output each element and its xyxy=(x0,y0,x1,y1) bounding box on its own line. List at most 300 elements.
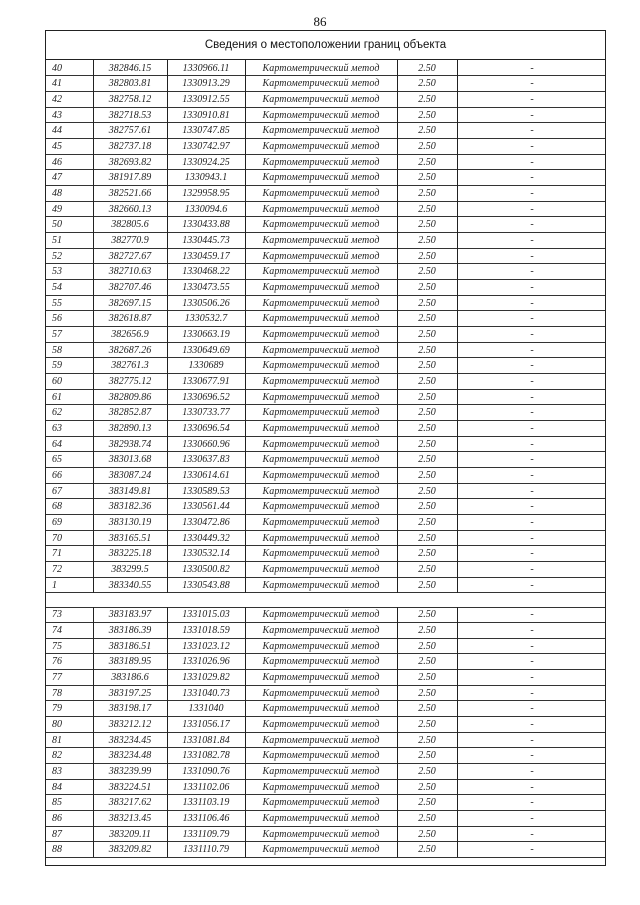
error-cell: 2.50 xyxy=(418,703,436,715)
description-cell: - xyxy=(530,266,534,278)
table-row xyxy=(46,685,605,701)
description-cell: - xyxy=(530,375,534,387)
column-line xyxy=(397,607,398,858)
point-number: 1 xyxy=(52,579,57,591)
method-cell: Картометрический метод xyxy=(262,501,380,513)
table-row xyxy=(46,716,605,732)
table-row xyxy=(46,779,605,795)
table-row xyxy=(46,389,605,405)
coord-x: 382890.13 xyxy=(108,422,152,434)
method-cell: Картометрический метод xyxy=(262,454,380,466)
method-cell: Картометрический метод xyxy=(262,609,380,621)
error-cell: 2.50 xyxy=(418,765,436,777)
coord-x: 382803.81 xyxy=(108,78,152,90)
point-number: 73 xyxy=(52,609,62,621)
coord-x: 383213.45 xyxy=(108,812,152,824)
table-row xyxy=(46,483,605,499)
coord-x: 382737.18 xyxy=(108,140,152,152)
description-cell: - xyxy=(530,797,534,809)
coord-y: 1330589.53 xyxy=(182,485,230,497)
point-number: 88 xyxy=(52,844,62,856)
point-number: 77 xyxy=(52,671,62,683)
coord-y: 1330742.97 xyxy=(182,140,230,152)
method-cell: Картометрический метод xyxy=(262,579,380,591)
point-number: 66 xyxy=(52,469,62,481)
coord-y: 1330445.73 xyxy=(182,234,230,246)
coord-x: 381917.89 xyxy=(108,172,152,184)
coord-x: 382809.86 xyxy=(108,391,152,403)
table-row xyxy=(46,467,605,483)
method-cell: Картометрический метод xyxy=(262,640,380,652)
error-cell: 2.50 xyxy=(418,172,436,184)
coord-y: 1330500.82 xyxy=(182,563,230,575)
point-number: 86 xyxy=(52,812,62,824)
error-cell: 2.50 xyxy=(418,501,436,513)
error-cell: 2.50 xyxy=(418,422,436,434)
description-cell: - xyxy=(530,656,534,668)
description-cell: - xyxy=(530,640,534,652)
error-cell: 2.50 xyxy=(418,234,436,246)
description-cell: - xyxy=(530,687,534,699)
point-number: 57 xyxy=(52,328,62,340)
coord-x: 383340.55 xyxy=(108,579,152,591)
coord-x: 382758.12 xyxy=(108,93,152,105)
coord-y: 1330696.54 xyxy=(182,422,230,434)
description-cell: - xyxy=(530,532,534,544)
table-row xyxy=(46,248,605,264)
point-number: 85 xyxy=(52,797,62,809)
table-row xyxy=(46,577,605,593)
coord-x: 383186.6 xyxy=(111,671,149,683)
error-cell: 2.50 xyxy=(418,93,436,105)
error-cell: 2.50 xyxy=(418,844,436,856)
coord-y: 1331026.96 xyxy=(182,656,230,668)
method-cell: Картометрический метод xyxy=(262,624,380,636)
table-row xyxy=(46,217,605,233)
method-cell: Картометрический метод xyxy=(262,765,380,777)
method-cell: Картометрический метод xyxy=(262,797,380,809)
point-number: 54 xyxy=(52,281,62,293)
error-cell: 2.50 xyxy=(418,250,436,262)
row-line xyxy=(46,857,605,858)
page-number: 86 xyxy=(313,14,327,29)
description-cell: - xyxy=(530,219,534,231)
coord-x: 383183.97 xyxy=(108,609,152,621)
coord-y: 1331102.06 xyxy=(182,781,230,793)
method-cell: Картометрический метод xyxy=(262,703,380,715)
table-title: Сведения о местоположении границ объекта xyxy=(46,31,605,60)
coord-y: 1330459.17 xyxy=(182,250,230,262)
description-cell: - xyxy=(530,828,534,840)
description-cell: - xyxy=(530,501,534,513)
method-cell: Картометрический метод xyxy=(262,313,380,325)
description-cell: - xyxy=(530,454,534,466)
method-cell: Картометрический метод xyxy=(262,687,380,699)
error-cell: 2.50 xyxy=(418,407,436,419)
description-cell: - xyxy=(530,438,534,450)
coord-x: 383189.95 xyxy=(108,656,152,668)
point-number: 68 xyxy=(52,501,62,513)
description-cell: - xyxy=(530,781,534,793)
coord-x: 382727.67 xyxy=(108,250,152,262)
coord-y: 1330663.19 xyxy=(182,328,230,340)
error-cell: 2.50 xyxy=(418,485,436,497)
error-cell: 2.50 xyxy=(418,609,436,621)
coord-x: 383209.82 xyxy=(108,844,152,856)
coord-x: 382618.87 xyxy=(108,313,152,325)
table-row xyxy=(46,669,605,685)
error-cell: 2.50 xyxy=(418,516,436,528)
column-line xyxy=(457,607,458,858)
column-line xyxy=(245,607,246,858)
coord-y: 1331056.17 xyxy=(182,718,230,730)
method-cell: Картометрический метод xyxy=(262,548,380,560)
point-number: 78 xyxy=(52,687,62,699)
error-cell: 2.50 xyxy=(418,62,436,74)
coord-x: 383209.11 xyxy=(109,828,151,840)
coord-x: 382693.82 xyxy=(108,156,152,168)
table-row xyxy=(46,358,605,374)
error-cell: 2.50 xyxy=(418,297,436,309)
table-row xyxy=(46,546,605,562)
coord-y: 1330532.7 xyxy=(184,313,228,325)
point-number: 55 xyxy=(52,297,62,309)
description-cell: - xyxy=(530,156,534,168)
coord-x: 383186.39 xyxy=(108,624,152,636)
coord-x: 382710.63 xyxy=(108,266,152,278)
coord-x: 383212.12 xyxy=(108,718,152,730)
error-cell: 2.50 xyxy=(418,718,436,730)
point-number: 62 xyxy=(52,407,62,419)
method-cell: Картометрический метод xyxy=(262,297,380,309)
method-cell: Картометрический метод xyxy=(262,750,380,762)
coord-y: 1330696.52 xyxy=(182,391,230,403)
table-row xyxy=(46,654,605,670)
coord-x: 382656.9 xyxy=(111,328,149,340)
method-cell: Картометрический метод xyxy=(262,234,380,246)
point-number: 52 xyxy=(52,250,62,262)
table-row xyxy=(46,795,605,811)
table-row xyxy=(46,264,605,280)
method-cell: Картометрический метод xyxy=(262,187,380,199)
table-row xyxy=(46,405,605,421)
error-cell: 2.50 xyxy=(418,579,436,591)
coord-y: 1330506.26 xyxy=(182,297,230,309)
error-cell: 2.50 xyxy=(418,281,436,293)
point-number: 59 xyxy=(52,360,62,372)
method-cell: Картометрический метод xyxy=(262,250,380,262)
coord-x: 383087.24 xyxy=(108,469,152,481)
coord-y: 1330561.44 xyxy=(182,501,230,513)
description-cell: - xyxy=(530,328,534,340)
point-number: 63 xyxy=(52,422,62,434)
column-line xyxy=(245,60,246,593)
coord-x: 382521.66 xyxy=(108,187,152,199)
point-number: 74 xyxy=(52,624,62,636)
coord-y: 1331040 xyxy=(188,703,224,715)
coord-y: 1330733.77 xyxy=(182,407,230,419)
description-cell: - xyxy=(530,62,534,74)
coord-x: 383225.18 xyxy=(108,548,152,560)
description-cell: - xyxy=(530,187,534,199)
coord-y: 1331018.59 xyxy=(182,624,230,636)
coord-y: 1330689 xyxy=(188,360,224,372)
coord-x: 383186.51 xyxy=(108,640,152,652)
description-cell: - xyxy=(530,765,534,777)
coord-y: 1331029.82 xyxy=(182,671,230,683)
table-row xyxy=(46,732,605,748)
coord-y: 1330966.11 xyxy=(182,62,230,74)
coord-x: 382660.13 xyxy=(108,203,152,215)
table-row xyxy=(46,607,605,623)
column-line xyxy=(93,607,94,858)
error-cell: 2.50 xyxy=(418,360,436,372)
coord-y: 1330468.22 xyxy=(182,266,230,278)
error-cell: 2.50 xyxy=(418,156,436,168)
point-number: 42 xyxy=(52,93,62,105)
point-number: 49 xyxy=(52,203,62,215)
point-number: 64 xyxy=(52,438,62,450)
table-row xyxy=(46,138,605,154)
coord-x: 383239.99 xyxy=(108,765,152,777)
table-row xyxy=(46,154,605,170)
coord-y: 1330910.81 xyxy=(182,109,230,121)
row-line xyxy=(46,592,605,593)
error-cell: 2.50 xyxy=(418,656,436,668)
point-number: 65 xyxy=(52,454,62,466)
coord-y: 1331015.03 xyxy=(182,609,230,621)
coord-y: 1330913.29 xyxy=(182,78,230,90)
coord-y: 1331109.79 xyxy=(182,828,230,840)
coord-x: 383130.19 xyxy=(108,516,152,528)
table-row xyxy=(46,638,605,654)
method-cell: Картометрический метод xyxy=(262,469,380,481)
point-number: 87 xyxy=(52,828,62,840)
point-number: 51 xyxy=(52,234,62,246)
coord-y: 1330614.61 xyxy=(182,469,230,481)
point-number: 70 xyxy=(52,532,62,544)
coord-y: 1330924.25 xyxy=(182,156,230,168)
error-cell: 2.50 xyxy=(418,266,436,278)
coord-y: 1330677.91 xyxy=(182,375,230,387)
error-cell: 2.50 xyxy=(418,313,436,325)
point-number: 41 xyxy=(52,78,62,90)
method-cell: Картометрический метод xyxy=(262,328,380,340)
method-cell: Картометрический метод xyxy=(262,407,380,419)
method-cell: Картометрический метод xyxy=(262,516,380,528)
table-row xyxy=(46,763,605,779)
description-cell: - xyxy=(530,125,534,137)
coord-y: 1330637.83 xyxy=(182,454,230,466)
description-cell: - xyxy=(530,140,534,152)
point-number: 60 xyxy=(52,375,62,387)
coord-y: 1330649.69 xyxy=(182,344,230,356)
description-cell: - xyxy=(530,844,534,856)
point-number: 53 xyxy=(52,266,62,278)
method-cell: Картометрический метод xyxy=(262,360,380,372)
table-row xyxy=(46,826,605,842)
description-cell: - xyxy=(530,671,534,683)
coord-x: 383198.17 xyxy=(108,703,152,715)
description-cell: - xyxy=(530,703,534,715)
description-cell: - xyxy=(530,109,534,121)
coord-y: 1330747.85 xyxy=(182,125,230,137)
error-cell: 2.50 xyxy=(418,828,436,840)
coord-y: 1330912.55 xyxy=(182,93,230,105)
error-cell: 2.50 xyxy=(418,671,436,683)
description-cell: - xyxy=(530,234,534,246)
error-cell: 2.50 xyxy=(418,469,436,481)
table-row xyxy=(46,342,605,358)
column-line xyxy=(457,60,458,593)
method-cell: Картометрический метод xyxy=(262,844,380,856)
point-number: 43 xyxy=(52,109,62,121)
error-cell: 2.50 xyxy=(418,219,436,231)
coord-x: 382805.6 xyxy=(111,219,149,231)
table-row xyxy=(46,622,605,638)
error-cell: 2.50 xyxy=(418,187,436,199)
method-cell: Картометрический метод xyxy=(262,109,380,121)
table-row xyxy=(46,561,605,577)
coord-y: 1331103.19 xyxy=(182,797,230,809)
coord-y: 1331081.84 xyxy=(182,734,230,746)
coord-y: 1331082.78 xyxy=(182,750,230,762)
description-cell: - xyxy=(530,469,534,481)
method-cell: Картометрический метод xyxy=(262,532,380,544)
point-number: 79 xyxy=(52,703,62,715)
error-cell: 2.50 xyxy=(418,125,436,137)
error-cell: 2.50 xyxy=(418,812,436,824)
coord-x: 382687.26 xyxy=(108,344,152,356)
column-line xyxy=(93,60,94,593)
description-cell: - xyxy=(530,750,534,762)
table-row xyxy=(46,842,605,858)
method-cell: Картометрический метод xyxy=(262,734,380,746)
boundary-table xyxy=(45,30,606,866)
method-cell: Картометрический метод xyxy=(262,93,380,105)
point-number: 47 xyxy=(52,172,62,184)
point-number: 50 xyxy=(52,219,62,231)
point-number: 71 xyxy=(52,548,62,560)
point-number: 76 xyxy=(52,656,62,668)
point-number: 84 xyxy=(52,781,62,793)
coord-x: 383165.51 xyxy=(108,532,152,544)
error-cell: 2.50 xyxy=(418,563,436,575)
description-cell: - xyxy=(530,281,534,293)
coord-y: 1330473.55 xyxy=(182,281,230,293)
table-row xyxy=(46,311,605,327)
method-cell: Картометрический метод xyxy=(262,671,380,683)
error-cell: 2.50 xyxy=(418,109,436,121)
description-cell: - xyxy=(530,734,534,746)
coord-y: 1330472.86 xyxy=(182,516,230,528)
coord-x: 382775.12 xyxy=(108,375,152,387)
method-cell: Картометрический метод xyxy=(262,125,380,137)
method-cell: Картометрический метод xyxy=(262,656,380,668)
table-row xyxy=(46,514,605,530)
coord-x: 383197.25 xyxy=(108,687,152,699)
error-cell: 2.50 xyxy=(418,640,436,652)
description-cell: - xyxy=(530,297,534,309)
method-cell: Картометрический метод xyxy=(262,172,380,184)
description-cell: - xyxy=(530,172,534,184)
table-row xyxy=(46,76,605,92)
table-row xyxy=(46,373,605,389)
column-line xyxy=(167,60,168,593)
method-cell: Картометрический метод xyxy=(262,266,380,278)
coord-x: 382697.15 xyxy=(108,297,152,309)
coord-y: 1331090.76 xyxy=(182,765,230,777)
method-cell: Картометрический метод xyxy=(262,828,380,840)
description-cell: - xyxy=(530,516,534,528)
coord-y: 1329958.95 xyxy=(182,187,230,199)
error-cell: 2.50 xyxy=(418,781,436,793)
point-number: 40 xyxy=(52,62,62,74)
coord-x: 383149.81 xyxy=(108,485,152,497)
table-row xyxy=(46,279,605,295)
coord-y: 1330660.96 xyxy=(182,438,230,450)
error-cell: 2.50 xyxy=(418,203,436,215)
method-cell: Картометрический метод xyxy=(262,718,380,730)
method-cell: Картометрический метод xyxy=(262,78,380,90)
coord-y: 1330532.14 xyxy=(182,548,230,560)
coord-y: 1330094.6 xyxy=(184,203,228,215)
error-cell: 2.50 xyxy=(418,454,436,466)
description-cell: - xyxy=(530,391,534,403)
point-number: 56 xyxy=(52,313,62,325)
point-number: 72 xyxy=(52,563,62,575)
coord-x: 382938.74 xyxy=(108,438,152,450)
method-cell: Картометрический метод xyxy=(262,812,380,824)
point-number: 82 xyxy=(52,750,62,762)
point-number: 58 xyxy=(52,344,62,356)
point-number: 67 xyxy=(52,485,62,497)
error-cell: 2.50 xyxy=(418,624,436,636)
point-number: 83 xyxy=(52,765,62,777)
method-cell: Картометрический метод xyxy=(262,62,380,74)
description-cell: - xyxy=(530,313,534,325)
description-cell: - xyxy=(530,422,534,434)
column-line xyxy=(397,60,398,593)
description-cell: - xyxy=(530,579,534,591)
coord-x: 383013.68 xyxy=(108,454,152,466)
table-row xyxy=(46,810,605,826)
coord-x: 382707.46 xyxy=(108,281,152,293)
coord-y: 1330433.88 xyxy=(182,219,230,231)
method-cell: Картометрический метод xyxy=(262,438,380,450)
method-cell: Картометрический метод xyxy=(262,563,380,575)
description-cell: - xyxy=(530,485,534,497)
method-cell: Картометрический метод xyxy=(262,485,380,497)
table-row xyxy=(46,232,605,248)
description-cell: - xyxy=(530,93,534,105)
description-cell: - xyxy=(530,250,534,262)
method-cell: Картометрический метод xyxy=(262,219,380,231)
method-cell: Картометрический метод xyxy=(262,375,380,387)
error-cell: 2.50 xyxy=(418,438,436,450)
error-cell: 2.50 xyxy=(418,532,436,544)
coord-x: 383224.51 xyxy=(108,781,152,793)
error-cell: 2.50 xyxy=(418,734,436,746)
description-cell: - xyxy=(530,344,534,356)
coord-y: 1331040.73 xyxy=(182,687,230,699)
description-cell: - xyxy=(530,624,534,636)
error-cell: 2.50 xyxy=(418,78,436,90)
table-row xyxy=(46,185,605,201)
table-row xyxy=(46,60,605,76)
coord-y: 1331023.12 xyxy=(182,640,230,652)
point-number: 61 xyxy=(52,391,62,403)
